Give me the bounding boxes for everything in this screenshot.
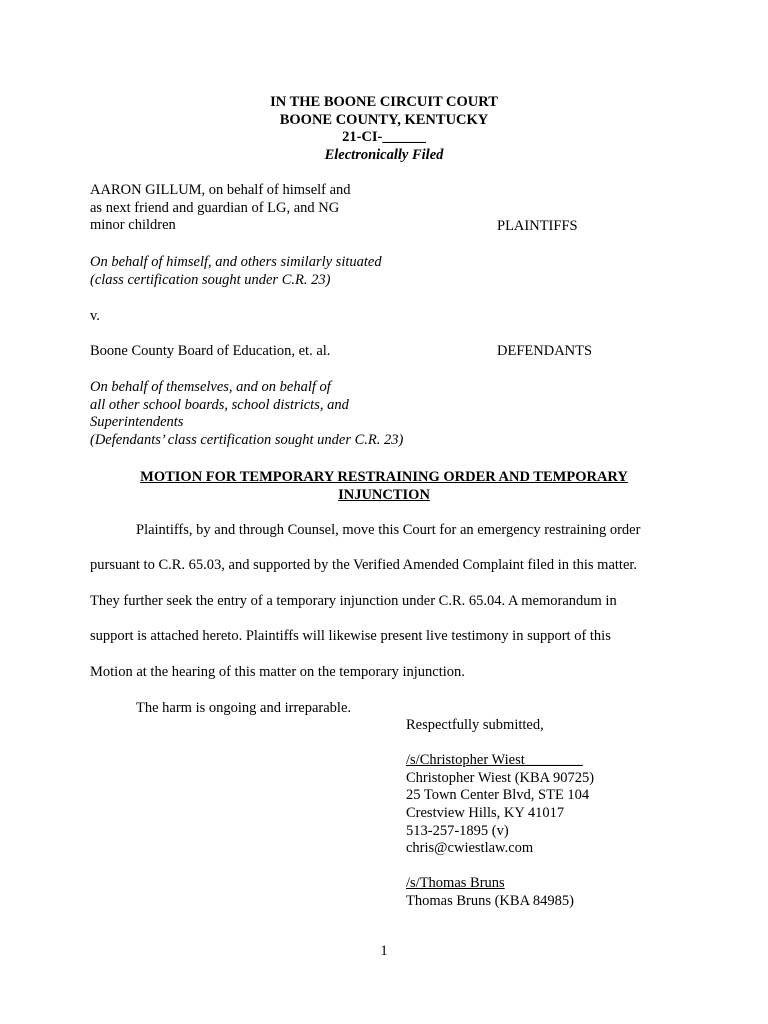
court-county: BOONE COUNTY, KENTUCKY	[279, 111, 489, 128]
plaintiff-line: minor children	[90, 217, 176, 234]
court-caption	[0, 94, 768, 164]
attorney-line: Christopher Wiest (KBA 90725)	[406, 769, 595, 786]
signature-wiest: /s/Christopher Wiest________	[406, 752, 583, 769]
attorney-email: chris@cwiestlaw.com	[406, 840, 534, 857]
court-name: IN THE BOONE CIRCUIT COURT	[270, 94, 498, 110]
plaintiff-role: PLAINTIFFS	[497, 218, 578, 234]
filing-status: Electronically Filed	[324, 146, 444, 163]
body-line: Motion at the hearing of this matter on the temporary injunction.	[90, 664, 465, 680]
body-line: pursuant to C.R. 65.03, and supported by the Verified Amended Complaint filed in this matter.	[90, 557, 638, 573]
case-number: 21-CI-______	[342, 129, 426, 146]
versus: v.	[90, 308, 100, 324]
defendant-role: DEFENDANTS	[497, 343, 593, 359]
plaintiff-class-note: On behalf of himself, and others similarly situated (class certification sought under C.R. 23)	[90, 254, 382, 288]
attorney-line: Crestview Hills, KY 41017	[406, 804, 565, 821]
body-line: Plaintiffs, by and through Counsel, move this Court for an emergency restraining order	[136, 522, 641, 538]
defendant-class-note: On behalf of themselves, and on behalf of all other school boards, school districts, and Superintendents (Defendants’ class certification sought under C.R. 23)	[90, 379, 404, 448]
body-line: support is attached hereto. Plaintiffs will likewise present live testimony in support of this	[90, 628, 611, 644]
attorney-line: 25 Town Center Blvd, STE 104	[406, 787, 590, 804]
plaintiff-block	[90, 182, 351, 235]
page-number: 1	[380, 943, 388, 959]
attorney-line: Thomas Bruns (KBA 84985)	[406, 892, 574, 909]
closing: Respectfully submitted,	[406, 717, 544, 733]
signature-bruns: /s/Thomas Bruns	[406, 875, 505, 892]
plaintiff-line: as next friend and guardian of LG, and NG	[90, 199, 340, 216]
harm-statement: The harm is ongoing and irreparable.	[136, 700, 352, 716]
attorney-line: 513-257-1895 (v)	[406, 822, 509, 839]
plaintiff-line: AARON GILLUM, on behalf of himself and	[90, 182, 351, 198]
signature-block	[406, 717, 594, 911]
motion-title: MOTION FOR TEMPORARY RESTRAINING ORDER AND TEMPORARY INJUNCTION	[140, 469, 628, 503]
defendant-name: Boone County Board of Education, et. al.	[90, 343, 331, 359]
body-line: They further seek the entry of a temporary injunction under C.R. 65.04. A memorandum in	[90, 593, 617, 609]
